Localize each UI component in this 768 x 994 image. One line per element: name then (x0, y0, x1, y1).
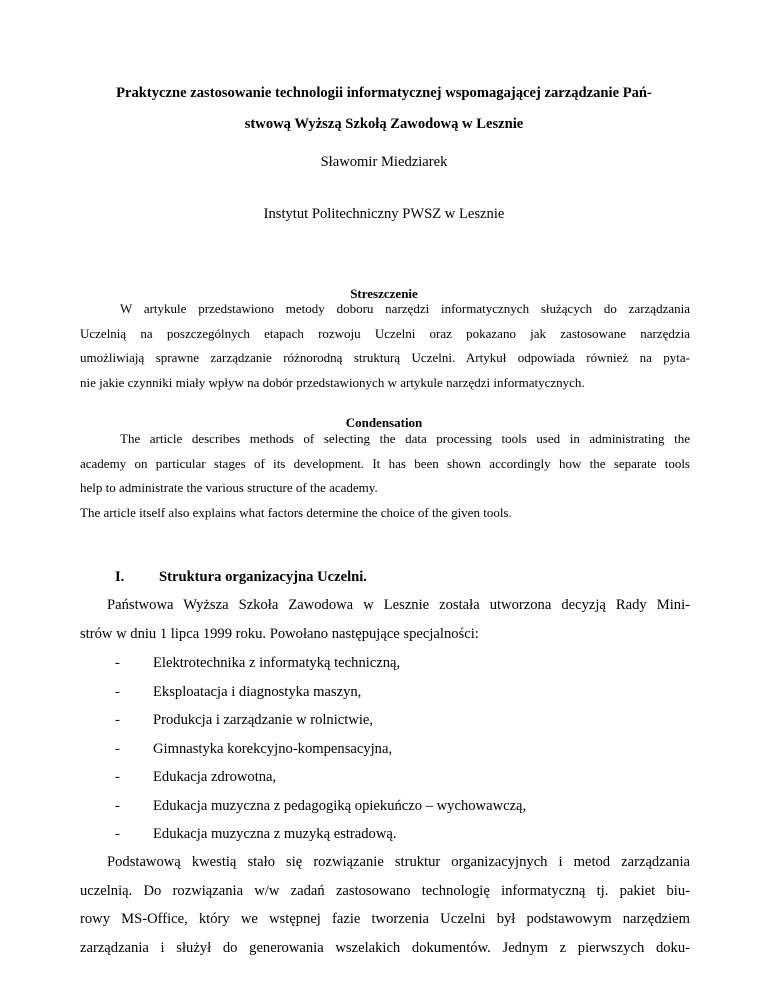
list-item: - Produkcja i zarządzanie w rolnictwie, (115, 712, 374, 728)
body-line: rowy MS-Office, który we wstępnej fazie tworzenia Uczelni był podstawowym narzędziem (80, 911, 690, 928)
streszczenie-heading: Streszczenie (350, 286, 418, 301)
streszczenie-line: Uczelnią na poszczególnych etapach rozwoju Uczelni oraz pokazano jak zastosowane narzędzia (80, 325, 690, 341)
closing-paragraph (80, 848, 690, 962)
section-heading (115, 569, 367, 586)
list-item: - Elektrotechnika z informatyką techniczną, (115, 655, 401, 671)
list-item: - Edukacja muzyczna z muzyką estradową. (115, 826, 397, 842)
author-institution: Instytut Politechniczny PWSZ w Lesznie (263, 206, 505, 222)
list-item: - Eksploatacja i diagnostyka maszyn, (115, 683, 362, 700)
list-item: - Edukacja muzyczna z pedagogiką opiekuńczo – wychowawczą, (115, 797, 527, 814)
intro-paragraph (80, 591, 690, 648)
body-line: Państwowa Wyższa Szkoła Zawodowa w Lesznie została utworzona decyzją Rady Mini- (107, 597, 690, 613)
author-name: Sławomir Miedziarek (320, 154, 448, 170)
title-line-1: Praktyczne zastosowanie technologii informatycznej wspomagającej zarządzanie Pań- (116, 85, 652, 101)
body-line: strów w dniu 1 lipca 1999 roku. Powołano następujące specjalności: (80, 625, 479, 642)
body-line: uczelnią. Do rozwiązania w/w zadań zastosowano technologię informatyczną tj. pakiet biu- (80, 882, 690, 899)
section-title: Struktura organizacyjna Uczelni. (159, 569, 367, 585)
section-number: I. (115, 569, 125, 585)
list-item: - Edukacja zdrowotna, (115, 769, 277, 785)
condensation-heading: Condensation (345, 415, 423, 430)
condensation-line: The article itself also explains what factors determine the choice of the given tools. (80, 504, 512, 520)
body-line: Podstawową kwestią stało się rozwiązanie struktur organizacyjnych i metod zarządzania (107, 854, 690, 870)
specializations-list (115, 649, 526, 849)
paper-title (60, 78, 708, 140)
streszczenie-line: nie jakie czynniki miały wpływ na dobór przedstawionych w artykule narzędzi informatycznych. (80, 374, 585, 390)
condensation-line: academy on particular stages of its development. It has been shown accordingly how the separate tools (80, 455, 690, 471)
condensation-body (80, 427, 690, 525)
body-line: zarządzania i służył do generowania wszelakich dokumentów. Jednym z pierwszych doku- (80, 939, 690, 956)
condensation-line: help to administrate the various structure of the academy. (80, 480, 378, 495)
streszczenie-line: W artykule przedstawiono metody doboru narzędzi informatycznych służących do zarządzania (120, 301, 690, 316)
streszczenie-line: umożliwiają sprawne zarządzanie różnorodną strukturą Uczelni. Artykuł odpowiada również na pyta- (80, 350, 690, 365)
condensation-line: The article describes methods of selecting the data processing tools used in administrating the (120, 431, 690, 446)
streszczenie-body (80, 297, 690, 395)
title-line-2: stwową Wyższą Szkołą Zawodową w Lesznie (244, 116, 524, 132)
list-item: - Gimnastyka korekcyjno-kompensacyjna, (115, 740, 393, 757)
